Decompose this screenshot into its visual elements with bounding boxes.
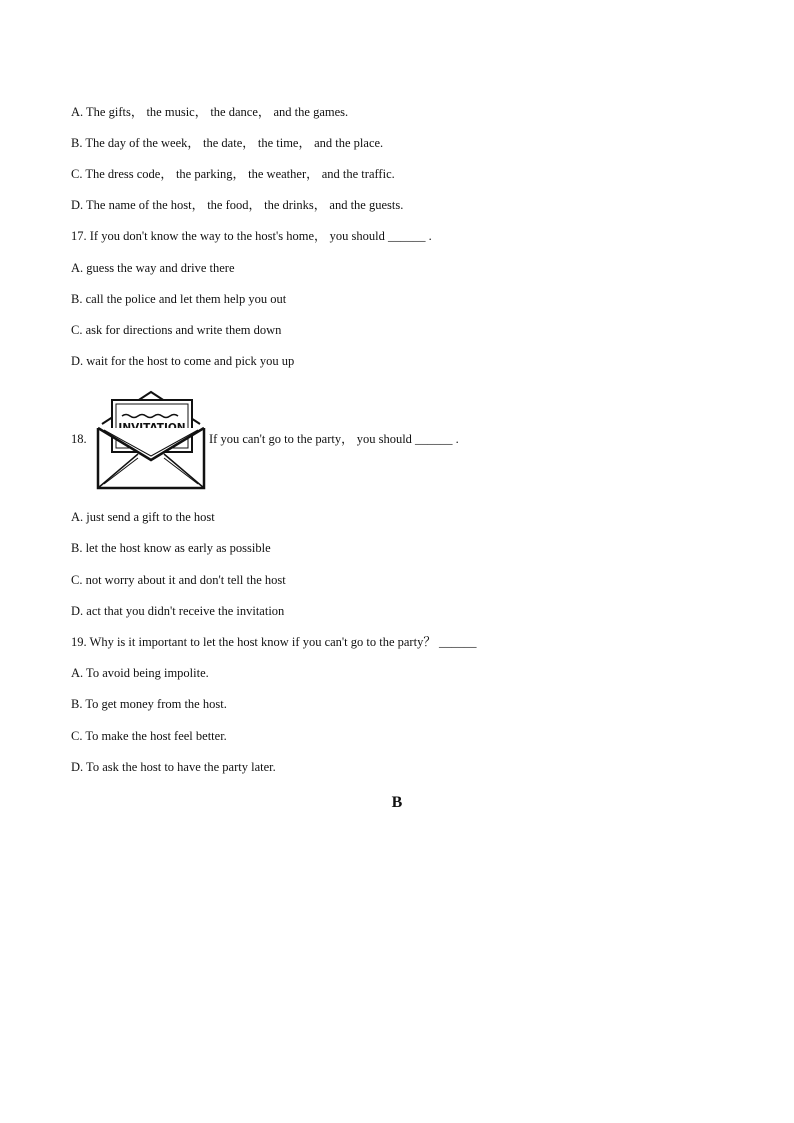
invitation-envelope-image: [94, 386, 208, 492]
q18-option-c: C. not worry about it and don't tell the host: [71, 573, 286, 587]
q19-option-b: B. To get money from the host.: [71, 697, 227, 711]
q18-option-d: D. act that you didn't receive the invitation: [71, 604, 285, 618]
q19-option-c: C. To make the host feel better.: [71, 729, 227, 743]
q16-option-c: C. The dress code， the parking， the weather， and the traffic.: [71, 167, 395, 181]
q19-option-a: A. To avoid being impolite.: [71, 666, 209, 680]
q17-stem: 17. If you don't know the way to the host's home， you should ______ .: [71, 229, 432, 243]
q17-option-b: B. call the police and let them help you out: [71, 292, 287, 306]
q18-stem: If you can't go to the party， you should ______ .: [209, 432, 459, 446]
q16-option-d: D. The name of the host， the food， the drinks， and the guests.: [71, 198, 404, 212]
section-heading: B: [391, 794, 403, 811]
q19-stem: 19. Why is it important to let the host know if you can't go to the party？ ______: [71, 635, 477, 649]
q17-option-c: C. ask for directions and write them down: [71, 323, 282, 337]
q17-option-a: A. guess the way and drive there: [71, 261, 235, 275]
q18-option-b: B. let the host know as early as possible: [71, 541, 271, 555]
q16-option-a: A. The gifts， the music， the dance， and the games.: [71, 105, 349, 119]
q16-option-b: B. The day of the week， the date， the time， and the place.: [71, 136, 384, 150]
q19-option-d: D. To ask the host to have the party later.: [71, 760, 276, 774]
q18-option-a: A. just send a gift to the host: [71, 510, 215, 524]
q18-number: 18.: [71, 432, 87, 446]
q17-option-d: D. wait for the host to come and pick you up: [71, 354, 295, 368]
